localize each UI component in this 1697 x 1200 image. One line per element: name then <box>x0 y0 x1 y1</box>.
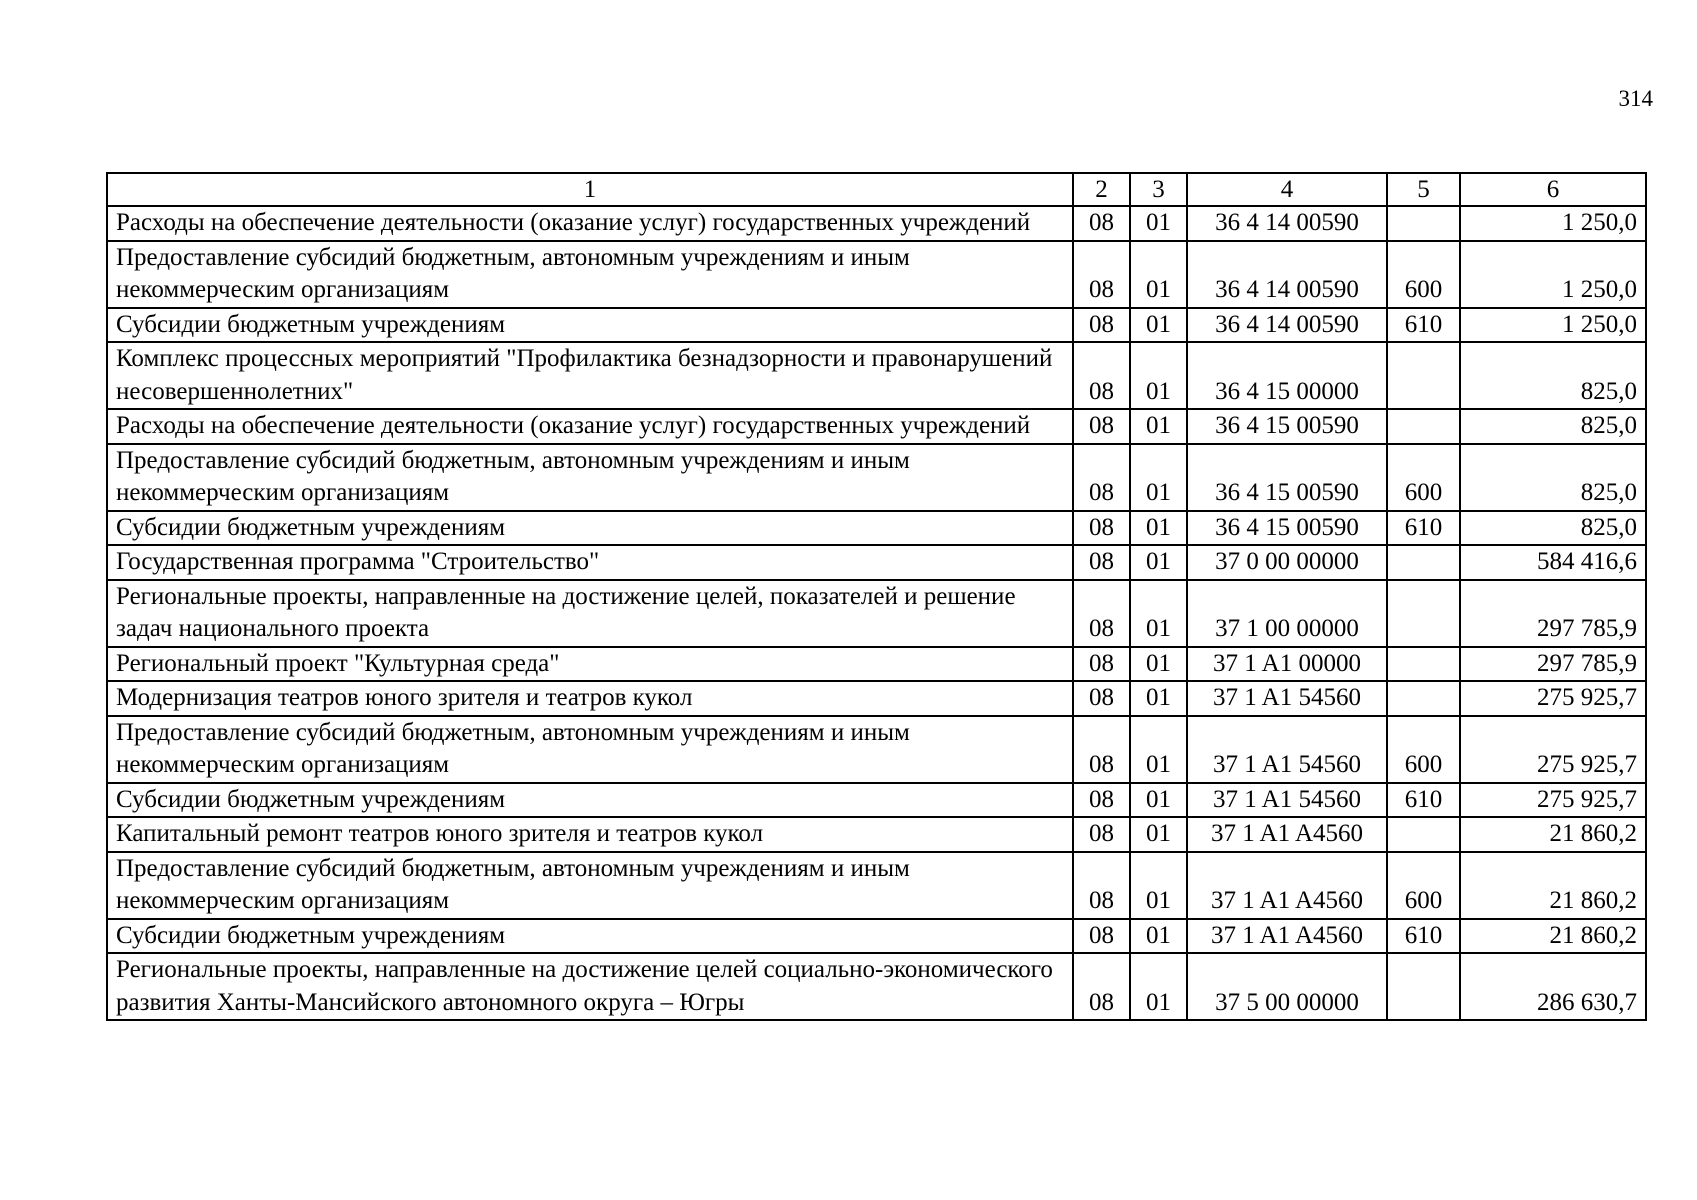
row-expense-type: 610 <box>1387 511 1460 546</box>
row-amount: 275 925,7 <box>1460 681 1646 716</box>
row-expense-type: 610 <box>1387 308 1460 343</box>
row-subsection: 01 <box>1130 241 1187 308</box>
row-section: 08 <box>1073 852 1130 919</box>
column-header-4: 4 <box>1187 173 1387 206</box>
row-target-code: 37 0 00 00000 <box>1187 545 1387 580</box>
table-row <box>107 241 1646 308</box>
row-section: 08 <box>1073 716 1130 783</box>
row-subsection: 01 <box>1130 647 1187 682</box>
row-target-code: 36 4 15 00590 <box>1187 444 1387 511</box>
row-name: Государственная программа "Строительство" <box>107 545 1073 580</box>
row-section: 08 <box>1073 241 1130 308</box>
row-expense-type <box>1387 681 1460 716</box>
row-target-code: 36 4 14 00590 <box>1187 308 1387 343</box>
row-target-code: 36 4 14 00590 <box>1187 206 1387 241</box>
row-section: 08 <box>1073 511 1130 546</box>
row-amount: 21 860,2 <box>1460 852 1646 919</box>
row-target-code: 37 1 A1 A4560 <box>1187 852 1387 919</box>
budget-table <box>106 172 1647 1021</box>
row-target-code: 37 1 A1 A4560 <box>1187 817 1387 852</box>
row-subsection: 01 <box>1130 919 1187 954</box>
table-row <box>107 681 1646 716</box>
table-row <box>107 308 1646 343</box>
row-subsection: 01 <box>1130 342 1187 409</box>
row-target-code: 37 1 00 00000 <box>1187 580 1387 647</box>
row-expense-type: 600 <box>1387 241 1460 308</box>
row-section: 08 <box>1073 647 1130 682</box>
row-target-code: 36 4 15 00590 <box>1187 409 1387 444</box>
row-section: 08 <box>1073 783 1130 818</box>
table-body <box>107 206 1646 1020</box>
column-header-2: 2 <box>1073 173 1130 206</box>
row-target-code: 37 1 A1 54560 <box>1187 783 1387 818</box>
row-section: 08 <box>1073 545 1130 580</box>
table-row <box>107 783 1646 818</box>
row-name: Региональные проекты, направленные на достижение целей, показателей и решение задач национального проекта <box>107 580 1073 647</box>
row-section: 08 <box>1073 308 1130 343</box>
table-row <box>107 206 1646 241</box>
column-header-1: 1 <box>107 173 1073 206</box>
row-subsection: 01 <box>1130 444 1187 511</box>
row-subsection: 01 <box>1130 817 1187 852</box>
row-subsection: 01 <box>1130 681 1187 716</box>
row-name: Субсидии бюджетным учреждениям <box>107 308 1073 343</box>
table-row <box>107 852 1646 919</box>
row-name: Субсидии бюджетным учреждениям <box>107 783 1073 818</box>
row-target-code: 36 4 15 00000 <box>1187 342 1387 409</box>
row-amount: 297 785,9 <box>1460 647 1646 682</box>
table-row <box>107 716 1646 783</box>
row-section: 08 <box>1073 817 1130 852</box>
row-amount: 825,0 <box>1460 511 1646 546</box>
table-row <box>107 444 1646 511</box>
row-section: 08 <box>1073 953 1130 1020</box>
row-section: 08 <box>1073 342 1130 409</box>
row-subsection: 01 <box>1130 409 1187 444</box>
table-row <box>107 545 1646 580</box>
row-target-code: 37 5 00 00000 <box>1187 953 1387 1020</box>
row-amount: 1 250,0 <box>1460 308 1646 343</box>
row-name: Расходы на обеспечение деятельности (оказание услуг) государственных учреждений <box>107 206 1073 241</box>
table-header-row <box>107 173 1646 206</box>
row-section: 08 <box>1073 206 1130 241</box>
column-header-6: 6 <box>1460 173 1646 206</box>
row-expense-type <box>1387 647 1460 682</box>
row-expense-type: 610 <box>1387 783 1460 818</box>
table-row <box>107 953 1646 1020</box>
row-expense-type: 610 <box>1387 919 1460 954</box>
row-target-code: 36 4 14 00590 <box>1187 241 1387 308</box>
row-subsection: 01 <box>1130 953 1187 1020</box>
row-section: 08 <box>1073 919 1130 954</box>
row-expense-type <box>1387 342 1460 409</box>
row-target-code: 37 1 A1 54560 <box>1187 716 1387 783</box>
row-amount: 297 785,9 <box>1460 580 1646 647</box>
row-subsection: 01 <box>1130 308 1187 343</box>
table-row <box>107 919 1646 954</box>
row-subsection: 01 <box>1130 545 1187 580</box>
row-amount: 275 925,7 <box>1460 783 1646 818</box>
row-expense-type <box>1387 545 1460 580</box>
row-amount: 21 860,2 <box>1460 919 1646 954</box>
row-amount: 286 630,7 <box>1460 953 1646 1020</box>
row-subsection: 01 <box>1130 783 1187 818</box>
row-amount: 584 416,6 <box>1460 545 1646 580</box>
row-name: Модернизация театров юного зрителя и театров кукол <box>107 681 1073 716</box>
row-target-code: 37 1 A1 A4560 <box>1187 919 1387 954</box>
row-name: Субсидии бюджетным учреждениям <box>107 919 1073 954</box>
table-row <box>107 580 1646 647</box>
row-expense-type <box>1387 817 1460 852</box>
row-section: 08 <box>1073 409 1130 444</box>
row-name: Предоставление субсидий бюджетным, автономным учреждениям и иным некоммерческим организациям <box>107 444 1073 511</box>
row-amount: 1 250,0 <box>1460 241 1646 308</box>
row-expense-type: 600 <box>1387 716 1460 783</box>
row-subsection: 01 <box>1130 511 1187 546</box>
row-expense-type <box>1387 206 1460 241</box>
row-name: Предоставление субсидий бюджетным, автономным учреждениям и иным некоммерческим организациям <box>107 852 1073 919</box>
row-subsection: 01 <box>1130 852 1187 919</box>
column-header-5: 5 <box>1387 173 1460 206</box>
row-expense-type: 600 <box>1387 444 1460 511</box>
page-number: 314 <box>1618 86 1653 111</box>
row-section: 08 <box>1073 444 1130 511</box>
row-amount: 825,0 <box>1460 444 1646 511</box>
row-expense-type <box>1387 953 1460 1020</box>
table-row <box>107 511 1646 546</box>
row-amount: 825,0 <box>1460 342 1646 409</box>
table-row <box>107 647 1646 682</box>
row-subsection: 01 <box>1130 580 1187 647</box>
table-row <box>107 409 1646 444</box>
row-expense-type <box>1387 409 1460 444</box>
row-amount: 275 925,7 <box>1460 716 1646 783</box>
row-section: 08 <box>1073 580 1130 647</box>
row-expense-type <box>1387 580 1460 647</box>
table-row <box>107 817 1646 852</box>
row-section: 08 <box>1073 681 1130 716</box>
row-name: Предоставление субсидий бюджетным, автономным учреждениям и иным некоммерческим организациям <box>107 716 1073 783</box>
column-header-3: 3 <box>1130 173 1187 206</box>
row-amount: 21 860,2 <box>1460 817 1646 852</box>
row-name: Региональные проекты, направленные на достижение целей социально-экономического развития Ханты-Мансийского автономного округа – Югры <box>107 953 1073 1020</box>
row-name: Комплекс процессных мероприятий "Профилактика безнадзорности и правонарушений несовершеннолетних" <box>107 342 1073 409</box>
row-target-code: 37 1 A1 54560 <box>1187 681 1387 716</box>
row-name: Капитальный ремонт театров юного зрителя и театров кукол <box>107 817 1073 852</box>
row-expense-type: 600 <box>1387 852 1460 919</box>
row-target-code: 37 1 A1 00000 <box>1187 647 1387 682</box>
row-target-code: 36 4 15 00590 <box>1187 511 1387 546</box>
table-row <box>107 342 1646 409</box>
row-name: Субсидии бюджетным учреждениям <box>107 511 1073 546</box>
row-name: Предоставление субсидий бюджетным, автономным учреждениям и иным некоммерческим организациям <box>107 241 1073 308</box>
row-amount: 825,0 <box>1460 409 1646 444</box>
row-amount: 1 250,0 <box>1460 206 1646 241</box>
row-name: Региональный проект "Культурная среда" <box>107 647 1073 682</box>
row-name: Расходы на обеспечение деятельности (оказание услуг) государственных учреждений <box>107 409 1073 444</box>
row-subsection: 01 <box>1130 206 1187 241</box>
row-subsection: 01 <box>1130 716 1187 783</box>
